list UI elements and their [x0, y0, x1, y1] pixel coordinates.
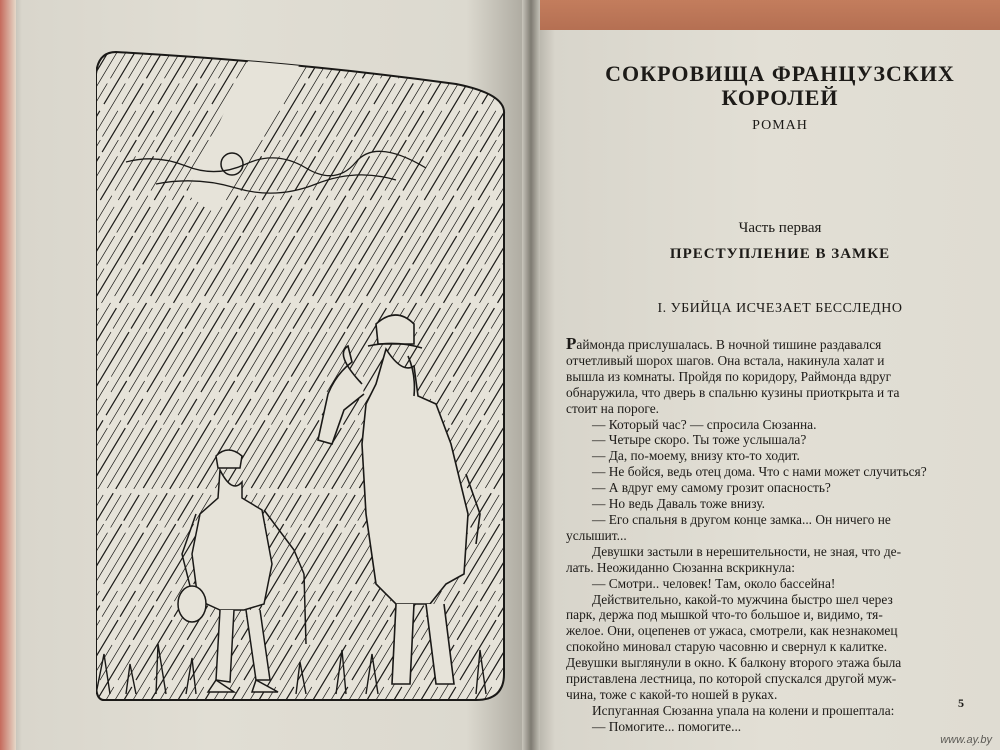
text-line: — Его спальня в другом конце замка... Он ничего не	[592, 511, 891, 527]
text-line: Действительно, какой-то мужчина быстро шел через	[592, 591, 893, 607]
text-line: Испуганная Сюзанна упала на колени и прошептала:	[592, 702, 895, 718]
drop-cap: Р	[566, 336, 577, 353]
text-line: — Который час? — спросила Сюзанна.	[592, 416, 817, 432]
text-line: парк, держа под мышкой что-то большое и, видимо, тя-	[566, 607, 883, 623]
book-gutter	[522, 0, 540, 750]
rain-stroke	[514, 44, 516, 710]
text-line: желое. Они, оцепенев от ужаса, смотрели, как незнакомец	[566, 623, 898, 639]
book-title-line-1: СОКРОВИЩА ФРАНЦУЗСКИХ	[605, 61, 955, 86]
text-line: — Но ведь Даваль тоже внизу.	[592, 496, 765, 512]
text-line: обнаружила, что дверь в спальню кузины приоткрыта и та	[566, 384, 900, 400]
page-number: 5	[958, 696, 964, 710]
text-line: — А вдруг ему самому грозит опасность?	[592, 480, 831, 496]
book-subtitle: РОМАН	[752, 118, 808, 133]
text-line: — Четыре скоро. Ты тоже услышала?	[592, 432, 807, 448]
book-cover-edge	[0, 0, 16, 750]
text-line: услышит...	[566, 527, 627, 543]
text-line: — Не бойся, ведь отец дома. Что с нами может случиться?	[592, 464, 927, 480]
watermark: www.ay.by	[940, 734, 992, 746]
text-line: вышла из комнаты. Пройдя по коридору, Раймонда вдруг	[566, 368, 892, 384]
book-title	[570, 62, 990, 110]
text-line: Раймонда прислушалась. В ночной тишине раздавался	[566, 336, 882, 353]
body-text	[566, 336, 976, 735]
rain-stroke	[505, 44, 516, 710]
text-line: чина, тоже с какой-то ношей в руках.	[566, 686, 778, 702]
text-line: Девушки выглянули в окно. К балкону второго этажа была	[566, 655, 902, 671]
text-line: — Помогите... помогите...	[592, 718, 742, 734]
part-heading: Часть первая	[738, 220, 822, 236]
text-line: приставлена лестница, по которой спускался другой муж-	[566, 671, 897, 687]
text-line: Девушки застыли в нерешительности, не зная, что де-	[592, 543, 902, 559]
text-line: спокойно миновал старую часовню и свернул к калитке.	[566, 639, 888, 655]
text-line: лать. Неожиданно Сюзанна вскрикнула:	[566, 559, 795, 575]
rain-scene-illustration	[96, 44, 516, 710]
part-title: ПРЕСТУПЛЕНИЕ В ЗАМКЕ	[669, 246, 891, 262]
chapter-heading: I. УБИЙЦА ИСЧЕЗАЕТ БЕССЛЕДНО	[657, 301, 903, 316]
moon-icon	[221, 153, 243, 175]
text-line: — Смотри.. человек! Там, около бассейна!	[592, 575, 836, 591]
text-line: — Да, по-моему, внизу кто-то ходит.	[592, 448, 800, 464]
text-line: отчетливый шорох шагов. Она встала, накинула халат и	[566, 352, 885, 368]
text-line: стоит на пороге.	[566, 400, 659, 416]
book-title-line-2: КОРОЛЕЙ	[721, 85, 839, 110]
